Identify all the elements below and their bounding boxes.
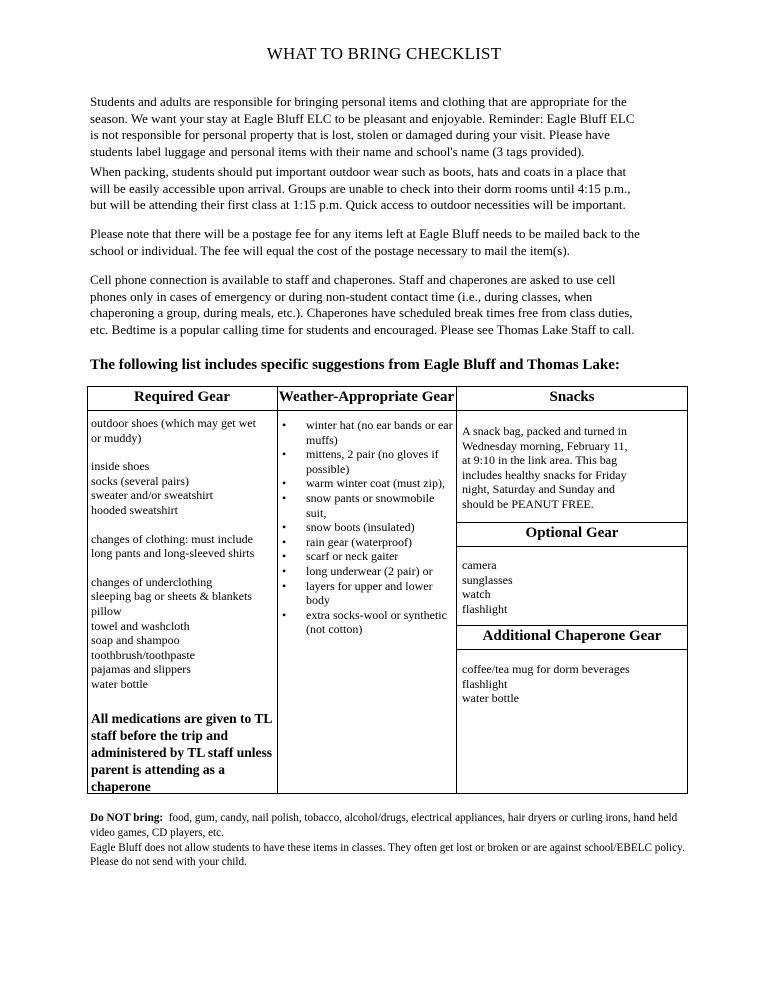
snacks-divider	[456, 522, 688, 523]
intro-line: Students and adults are responsible for bringing personal items and clothing that are appropriate for the	[90, 94, 627, 109]
postage-line: school or individual. The fee will equal the cost of the postage necessary to mail the item(s).	[90, 242, 570, 258]
required-gear-list	[91, 416, 256, 692]
intro-line: is not responsible for personal property that is lost, stolen or damaged during your visit. Please have	[90, 127, 610, 143]
optional-gear-list	[462, 558, 513, 616]
packing-line: will be easily accessible upon arrival. Groups are unable to check into their dorm rooms until 4:15 p.m.,	[90, 180, 631, 196]
weather-item	[282, 447, 482, 476]
required-item: long pants and long-sleeved shirts	[91, 546, 255, 561]
optional-item: flashlight	[462, 601, 508, 616]
required-item: inside shoes	[91, 459, 150, 474]
column-divider	[277, 386, 278, 794]
snacks-line: includes healthy snacks for Friday	[462, 467, 627, 482]
bullet: •	[282, 534, 287, 549]
weather-item-line: muffs)	[306, 432, 338, 447]
bullet: •	[282, 607, 287, 622]
snacks-line: should be PEANUT FREE.	[462, 496, 594, 511]
bullet: •	[282, 447, 287, 462]
required-item: sweater and/or sweatshirt	[91, 488, 213, 503]
chaperone-item: water bottle	[462, 691, 519, 706]
chaperone-gear-header: Additional Chaperone Gear	[482, 628, 662, 644]
header-divider	[87, 410, 688, 411]
required-item: towel and washcloth	[91, 618, 190, 633]
required-item: sleeping bag or sheets & blankets	[91, 589, 252, 604]
required-item: toothbrush/toothpaste	[91, 647, 195, 662]
table-border-right	[687, 386, 688, 794]
bullet: •	[282, 520, 287, 535]
weather-item	[282, 491, 482, 520]
weather-item	[282, 535, 482, 550]
weather-item-line: long underwear (2 pair) or	[306, 563, 433, 578]
weather-item-line: suit,	[306, 505, 327, 520]
required-item: pillow	[91, 603, 122, 618]
chaperone-divider	[456, 649, 688, 650]
chaperone-item: coffee/tea mug for dorm beverages	[462, 662, 630, 676]
weather-item-line: winter hat (no ear bands or ear	[306, 418, 453, 432]
snacks-line: A snack bag, packed and turned in	[462, 424, 627, 438]
required-gear-header: Required Gear	[134, 389, 230, 405]
medication-note: All medications are given to TL staff before the trip and administered by TL staff unless parent is attending as a chaperone	[91, 711, 273, 794]
packing-paragraph	[90, 164, 690, 214]
weather-item-line: mittens, 2 pair (no gloves if	[306, 447, 439, 462]
optional-item: camera	[462, 558, 497, 572]
do-not-bring-items: food, gum, candy, nail polish, tobacco, alcohol/drugs, electrical appliances, hair dryers or curling irons, hand held video games, CD players, etc.	[90, 812, 678, 839]
required-item: changes of clothing: must include	[91, 531, 253, 546]
weather-item	[282, 564, 482, 579]
required-item: soap and shampoo	[91, 633, 180, 648]
bullet: •	[282, 549, 287, 564]
weather-gear-header: Weather-Appropriate Gear	[278, 389, 455, 405]
cell-phone-line: chaperoning a group, during meals, etc.). Chaperones have scheduled break times free from class duties,	[90, 305, 633, 321]
required-item: hooded sweatshirt	[91, 502, 178, 517]
weather-item	[282, 549, 482, 564]
do-not-bring-label: Do NOT bring:	[90, 812, 164, 824]
weather-item-line: snow pants or snowmobile	[306, 490, 435, 505]
weather-item	[282, 579, 482, 608]
snacks-description	[462, 424, 682, 512]
packing-line: When packing, students should put important outdoor wear such as boots, hats and coats in a place that	[90, 164, 627, 179]
weather-item-line: (not cotton)	[306, 622, 363, 637]
table-border-top	[87, 386, 688, 387]
required-item: socks (several pairs)	[91, 473, 189, 488]
cell-phone-line: phones only in cases of emergency or during non-student contact time (i.e., during classes, when	[90, 288, 593, 304]
snacks-line: night, Saturday and Sunday and	[462, 482, 615, 497]
weather-item	[282, 476, 482, 491]
weather-item-line: scarf or neck gaiter	[306, 549, 399, 564]
packing-line: but will be attending their first class at 1:15 p.m. Quick access to outdoor necessities will be important.	[90, 197, 626, 213]
optional-gear-header: Optional Gear	[525, 525, 619, 541]
optional-end-divider	[456, 625, 688, 626]
weather-item-line: layers for upper and lower	[306, 578, 433, 593]
snacks-line: Wednesday morning, February 11,	[462, 438, 628, 453]
weather-item-line: possible)	[306, 461, 350, 476]
intro-paragraph	[90, 94, 690, 160]
cell-phone-line: etc. Bedtime is a popular calling time for students and encouraged. Please see Thomas Lake Staff to call.	[90, 321, 635, 337]
required-item: or muddy)	[91, 430, 142, 445]
cell-phone-paragraph	[90, 272, 690, 338]
snacks-header: Snacks	[549, 389, 595, 405]
intro-line: students label luggage and personal items with their name and school's name (3 tags provided).	[90, 143, 585, 159]
bullet: •	[282, 476, 287, 491]
weather-item	[282, 520, 482, 535]
weather-item-line: warm winter coat (must zip),	[306, 476, 445, 491]
bullet: •	[282, 490, 287, 505]
weather-item	[282, 418, 482, 447]
weather-item-line: rain gear (waterproof)	[306, 534, 412, 549]
bullet: •	[282, 578, 287, 593]
cell-phone-line: Cell phone connection is available to staff and chaperones. Staff and chaperones are asked to use cell	[90, 272, 616, 287]
chaperone-gear-list	[462, 662, 630, 706]
intro-line: season. We want your stay at Eagle Bluff ELC to be pleasant and enjoyable. Reminder: Eagle Bluff ELC	[90, 110, 635, 126]
list-heading: The following list includes specific suggestions from Eagle Bluff and Thomas Lake:	[90, 357, 620, 373]
snacks-line: at 9:10 in the link area. This bag	[462, 453, 618, 468]
required-item: changes of underclothing	[91, 574, 213, 589]
chaperone-item: flashlight	[462, 676, 508, 691]
bullet: •	[282, 563, 287, 578]
required-item: pajamas and slippers	[91, 662, 191, 677]
do-not-bring	[90, 811, 690, 841]
required-item: outdoor shoes (which may get wet	[91, 416, 256, 430]
weather-gear-list	[282, 418, 482, 637]
footer-notes	[90, 811, 690, 870]
policy-note: Eagle Bluff does not allow students to have these items in classes. They often get lost or broken or are against school/EBELC policy. Please do not send with your child.	[90, 841, 685, 869]
gear-table	[87, 386, 688, 794]
weather-item-line: body	[306, 593, 330, 608]
optional-item: sunglasses	[462, 572, 513, 587]
table-border-left	[87, 386, 88, 794]
optional-divider	[456, 546, 688, 547]
postage-paragraph	[90, 226, 690, 259]
page-title: WHAT TO BRING CHECKLIST	[266, 44, 502, 63]
weather-item-line: extra socks-wool or synthetic	[306, 607, 447, 622]
bullet: •	[282, 418, 287, 432]
postage-line: Please note that there will be a postage fee for any items left at Eagle Bluff needs to be mailed back to the	[90, 226, 640, 241]
optional-item: watch	[462, 587, 491, 602]
weather-item-line: snow boots (insulated)	[306, 520, 415, 535]
weather-item	[282, 608, 482, 637]
required-item: water bottle	[91, 676, 148, 691]
